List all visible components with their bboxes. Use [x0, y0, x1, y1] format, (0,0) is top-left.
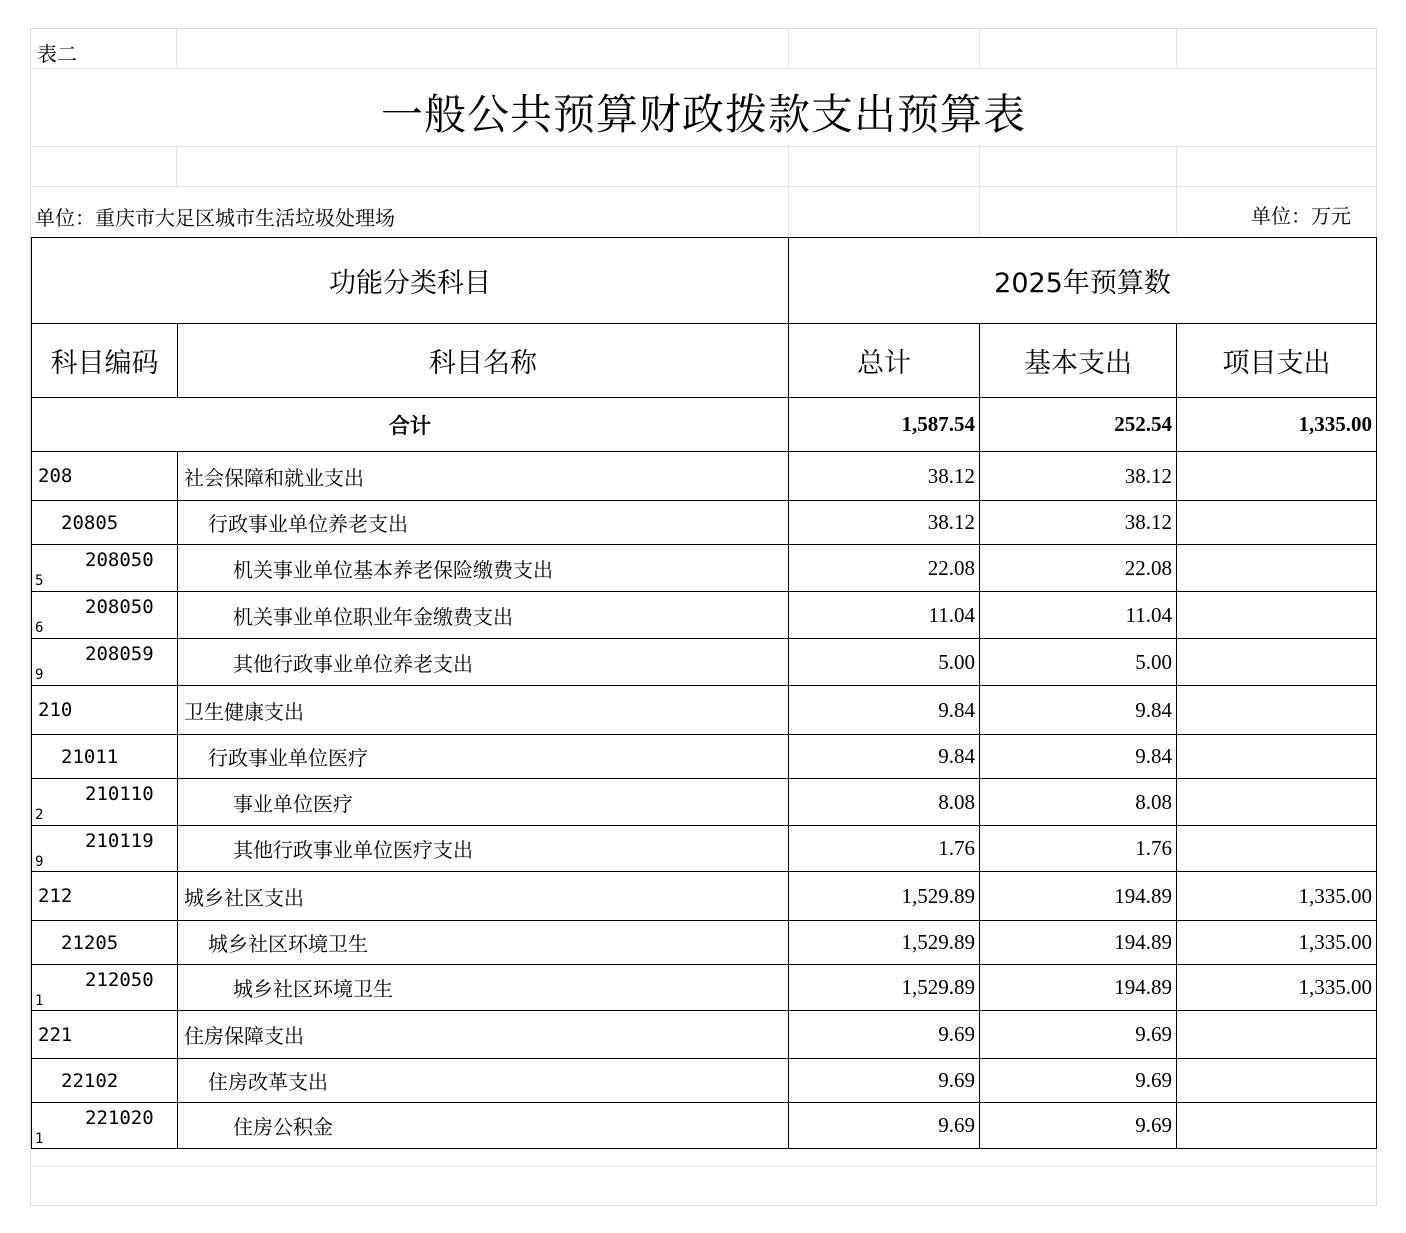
row-basic: 9.69 [980, 1011, 1177, 1059]
table-row [32, 872, 1377, 921]
row-name: 社会保障和就业支出 [178, 452, 789, 501]
unit-right: 单位：万元 [1251, 204, 1351, 228]
row-basic: 22.08 [980, 545, 1177, 592]
row-project [1177, 639, 1377, 686]
row-code: 221020 1 [32, 1103, 178, 1149]
header-total: 总计 [789, 324, 980, 398]
row-basic: 5.00 [980, 639, 1177, 686]
row-project [1177, 686, 1377, 735]
row-name: 卫生健康支出 [178, 686, 789, 735]
header-name: 科目名称 [178, 324, 789, 398]
row-basic: 38.12 [980, 501, 1177, 545]
row-name: 其他行政事业单位医疗支出 [178, 826, 789, 872]
gridline [788, 146, 789, 236]
table-row [32, 1103, 1377, 1149]
row-project: 1,335.00 [1177, 965, 1377, 1011]
gridline [30, 146, 1377, 147]
gridline [30, 68, 1377, 69]
row-code: 210 [32, 686, 178, 735]
unit-left: 单位：重庆市大足区城市生活垃圾处理场 [35, 206, 395, 230]
row-name: 住房公积金 [178, 1103, 789, 1149]
row-total: 5.00 [789, 639, 980, 686]
summary-total: 1,587.54 [789, 398, 980, 452]
sheet-label: 表二 [37, 42, 77, 66]
row-total: 1,529.89 [789, 921, 980, 965]
row-basic: 9.69 [980, 1103, 1177, 1149]
table-row [32, 779, 1377, 826]
row-basic: 194.89 [980, 965, 1177, 1011]
table-row [32, 452, 1377, 501]
gridline [1176, 146, 1177, 236]
row-basic: 194.89 [980, 921, 1177, 965]
row-code: 21205 [32, 921, 178, 965]
row-total: 9.69 [789, 1059, 980, 1103]
row-name: 机关事业单位职业年金缴费支出 [178, 592, 789, 639]
header-basic: 基本支出 [980, 324, 1177, 398]
summary-row [32, 398, 1377, 452]
row-total: 9.84 [789, 735, 980, 779]
row-project [1177, 452, 1377, 501]
row-project [1177, 779, 1377, 826]
row-name: 行政事业单位养老支出 [178, 501, 789, 545]
row-code: 221 [32, 1011, 178, 1059]
budget-table [31, 237, 1377, 1149]
row-basic: 194.89 [980, 872, 1177, 921]
row-total: 9.69 [789, 1103, 980, 1149]
row-project: 1,335.00 [1177, 872, 1377, 921]
table-row [32, 545, 1377, 592]
header-budget-year: 2025年预算数 [789, 238, 1377, 324]
summary-basic: 252.54 [980, 398, 1177, 452]
gridline [30, 1166, 1377, 1167]
row-total: 8.08 [789, 779, 980, 826]
row-name: 其他行政事业单位养老支出 [178, 639, 789, 686]
table-row [32, 921, 1377, 965]
row-project [1177, 735, 1377, 779]
header-row-2 [32, 324, 1377, 398]
summary-label: 合计 [32, 398, 789, 452]
row-total: 38.12 [789, 501, 980, 545]
row-basic: 9.84 [980, 735, 1177, 779]
row-name: 机关事业单位基本养老保险缴费支出 [178, 545, 789, 592]
row-basic: 1.76 [980, 826, 1177, 872]
gridline [979, 146, 980, 236]
row-code: 210110 2 [32, 779, 178, 826]
row-code: 208 [32, 452, 178, 501]
table-row [32, 826, 1377, 872]
row-total: 1,529.89 [789, 872, 980, 921]
gridline [176, 28, 177, 68]
row-total: 11.04 [789, 592, 980, 639]
summary-project: 1,335.00 [1177, 398, 1377, 452]
table-row [32, 592, 1377, 639]
table-row [32, 965, 1377, 1011]
header-func-category: 功能分类科目 [32, 238, 789, 324]
row-code: 21011 [32, 735, 178, 779]
row-name: 城乡社区环境卫生 [178, 965, 789, 1011]
table-row [32, 735, 1377, 779]
row-basic: 11.04 [980, 592, 1177, 639]
row-project [1177, 826, 1377, 872]
header-project: 项目支出 [1177, 324, 1377, 398]
row-project: 1,335.00 [1177, 921, 1377, 965]
row-name: 城乡社区支出 [178, 872, 789, 921]
row-code: 212050 1 [32, 965, 178, 1011]
table-row [32, 639, 1377, 686]
row-name: 行政事业单位医疗 [178, 735, 789, 779]
row-name: 事业单位医疗 [178, 779, 789, 826]
row-code: 20805 [32, 501, 178, 545]
row-name: 住房改革支出 [178, 1059, 789, 1103]
table-row [32, 1059, 1377, 1103]
row-basic: 8.08 [980, 779, 1177, 826]
gridline [30, 186, 1377, 187]
row-basic: 9.84 [980, 686, 1177, 735]
row-name: 住房保障支出 [178, 1011, 789, 1059]
header-row-1 [32, 238, 1377, 324]
row-code: 208050 6 [32, 592, 178, 639]
gridline [176, 146, 177, 186]
row-code: 210119 9 [32, 826, 178, 872]
row-project [1177, 501, 1377, 545]
row-total: 9.84 [789, 686, 980, 735]
row-total: 1.76 [789, 826, 980, 872]
row-project [1177, 1059, 1377, 1103]
row-code: 212 [32, 872, 178, 921]
row-basic: 9.69 [980, 1059, 1177, 1103]
row-total: 9.69 [789, 1011, 980, 1059]
row-project [1177, 1103, 1377, 1149]
table-row [32, 501, 1377, 545]
gridline [1176, 28, 1177, 68]
gridline [979, 28, 980, 68]
row-name: 城乡社区环境卫生 [178, 921, 789, 965]
table-row [32, 1011, 1377, 1059]
row-basic: 38.12 [980, 452, 1177, 501]
row-total: 1,529.89 [789, 965, 980, 1011]
row-total: 22.08 [789, 545, 980, 592]
row-project [1177, 545, 1377, 592]
table-row [32, 686, 1377, 735]
row-project [1177, 592, 1377, 639]
gridline [788, 28, 789, 68]
row-code: 208059 9 [32, 639, 178, 686]
row-code: 22102 [32, 1059, 178, 1103]
row-project [1177, 1011, 1377, 1059]
header-code: 科目编码 [32, 324, 178, 398]
row-total: 38.12 [789, 452, 980, 501]
row-code: 208050 5 [32, 545, 178, 592]
page-title: 一般公共预算财政拨款支出预算表 [380, 90, 1026, 139]
